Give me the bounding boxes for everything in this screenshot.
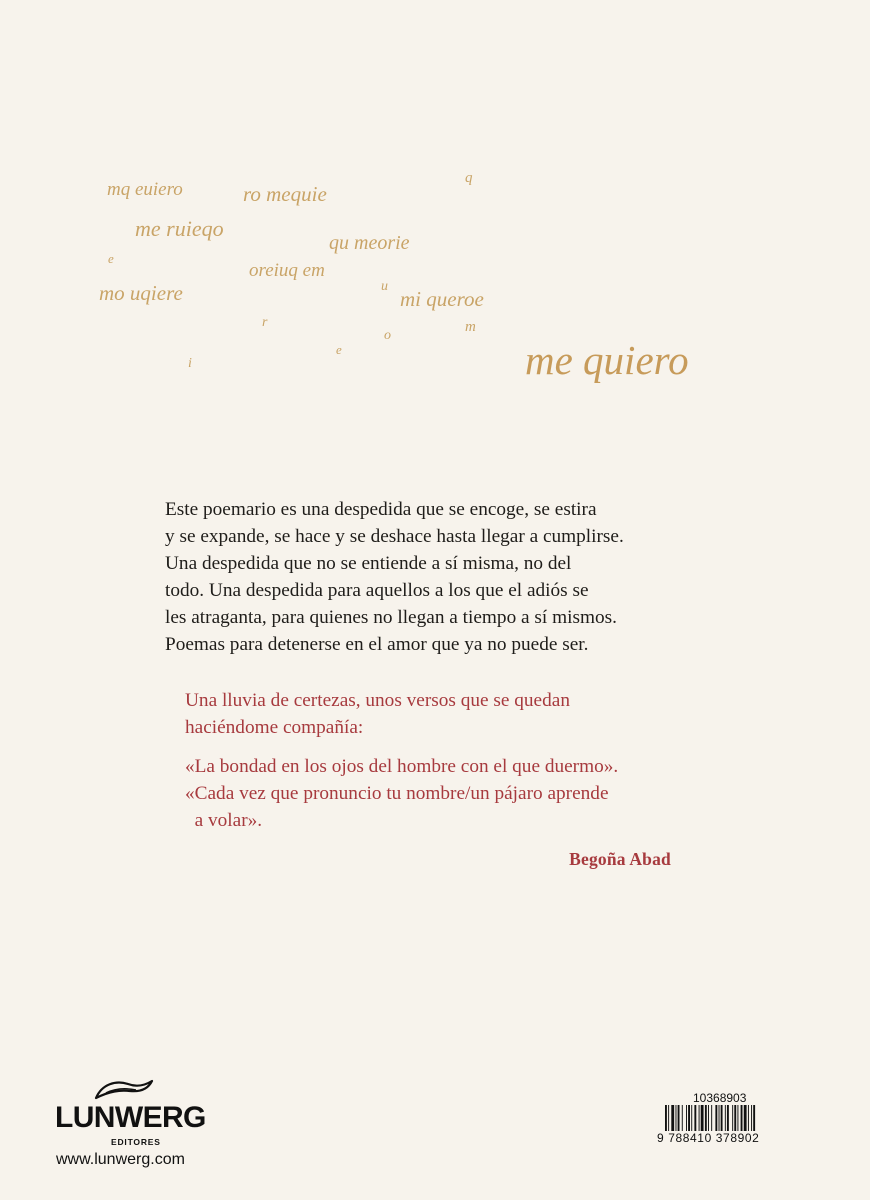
synopsis-line: Poemas para detenerse en el amor que ya no puede ser. <box>165 634 589 655</box>
scatter-word: mq euiero <box>107 179 183 200</box>
synopsis-line: Una despedida que no se entiende a sí misma, no del <box>165 553 572 574</box>
scatter-word: e <box>336 342 342 357</box>
synopsis-line: y se expande, se hace y se deshace hasta llegar a cumplirse. <box>165 526 624 547</box>
quote-intro-line: Una lluvia de certezas, unos versos que se quedan <box>185 690 570 711</box>
bird-logo-icon <box>92 1078 162 1102</box>
barcode <box>657 1091 783 1151</box>
quote-line: «Cada vez que pronuncio tu nombre/un pájaro aprende <box>185 783 609 804</box>
scatter-word: oreiuq em <box>249 260 325 281</box>
synopsis-line: Este poemario es una despedida que se encoge, se estira <box>165 499 597 520</box>
publisher-name: LUNWERG <box>55 1101 206 1134</box>
barcode-code: 10368903 <box>693 1091 747 1105</box>
quote-intro-line: haciéndome compañía: <box>185 717 364 738</box>
scatter-word: q <box>465 170 473 186</box>
synopsis-line: todo. Una despedida para aquellos a los que el adiós se <box>165 580 589 601</box>
author-name: Begoña Abad <box>569 849 671 869</box>
quote-line: «La bondad en los ojos del hombre con el que duermo». <box>185 756 619 777</box>
scatter-word: me ruieqo <box>135 216 224 241</box>
synopsis-line: les atraganta, para quienes no llegan a tiempo a sí mismos. <box>165 607 617 628</box>
quote-line: a volar». <box>185 810 263 831</box>
scatter-word: u <box>381 279 388 294</box>
quote-block <box>185 687 685 834</box>
isbn-digits: 9 788410 378902 <box>657 1131 783 1145</box>
scatter-word: m <box>465 319 476 335</box>
scatter-word: o <box>384 328 391 343</box>
scatter-word: r <box>262 315 268 330</box>
scatter-word: mo uqiere <box>99 281 183 305</box>
scatter-word: i <box>188 356 192 371</box>
scatter-word: mi queroe <box>400 287 484 311</box>
book-title: me quiero <box>525 337 689 383</box>
scatter-word: qu meorie <box>329 232 410 254</box>
synopsis <box>165 496 685 658</box>
publisher-subtitle: EDITORES <box>111 1137 161 1147</box>
scatter-word: ro mequie <box>243 182 327 206</box>
scatter-word: e <box>108 251 114 266</box>
publisher-url: www.lunwerg.com <box>56 1151 185 1168</box>
